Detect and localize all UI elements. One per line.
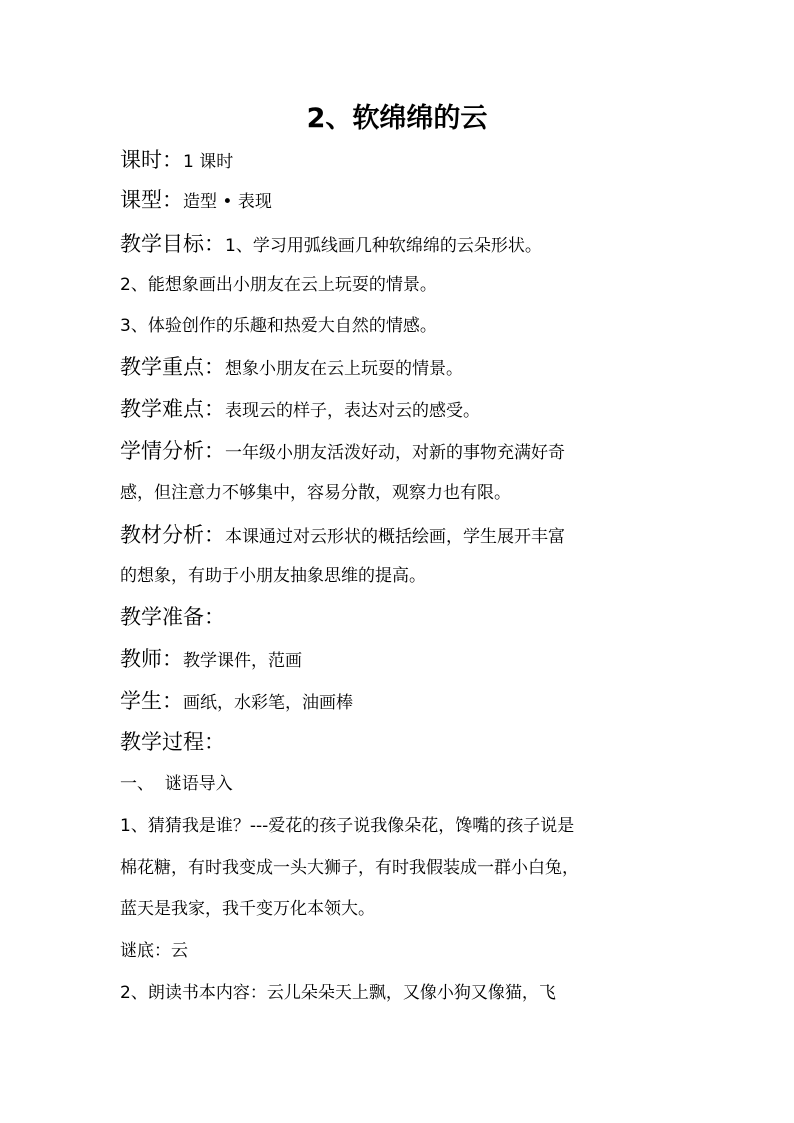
pupil-label: 学生： bbox=[120, 689, 183, 713]
type-value: 造型 • 表现 bbox=[183, 192, 272, 212]
pupil-line bbox=[120, 686, 680, 718]
student-analysis-value-1: 一年级小朋友活泼好动，对新的事物充满好奇 bbox=[225, 443, 565, 463]
riddle-line-3: 蓝天是我家，我千变万化本领大。 bbox=[120, 899, 375, 919]
difficulty-value: 表现云的样子，表达对云的感受。 bbox=[225, 401, 480, 421]
goal-1: 1、学习用弧线画几种软绵绵的云朵形状。 bbox=[225, 236, 542, 256]
student-analysis-value-2: 感，但注意力不够集中，容易分散，观察力也有限。 bbox=[120, 483, 511, 503]
difficulty-label: 教学难点： bbox=[120, 397, 225, 421]
period-label: 课时： bbox=[120, 148, 183, 172]
reading-line-1: 2、朗读书本内容：云儿朵朵天上飘，又像小狗又像猫，飞 bbox=[120, 983, 556, 1003]
difficulty-line bbox=[120, 394, 680, 426]
goal-3: 3、体验创作的乐趣和热爱大自然的情感。 bbox=[120, 316, 437, 336]
student-analysis-label: 学情分析： bbox=[120, 439, 225, 463]
material-analysis-label: 教材分析： bbox=[120, 523, 225, 547]
preparation-label: 教学准备： bbox=[120, 605, 225, 629]
section-heading-1: 一、 谜语导入 bbox=[120, 774, 233, 794]
material-analysis-value-1: 本课通过对云形状的概括绘画，学生展开丰富 bbox=[225, 527, 565, 547]
process-label: 教学过程： bbox=[120, 730, 225, 754]
answer-label: 谜底： bbox=[120, 941, 171, 961]
type-line bbox=[120, 185, 680, 217]
riddle-line-1: 1、猜猜我是谁？---爱花的孩子说我像朵花，馋嘴的孩子说是 bbox=[120, 816, 575, 836]
period-line bbox=[120, 145, 680, 177]
key-point-value: 想象小朋友在云上玩耍的情景。 bbox=[225, 359, 463, 379]
key-point-label: 教学重点： bbox=[120, 355, 225, 379]
goal-label: 教学目标： bbox=[120, 232, 225, 256]
material-analysis-value-2: 的想象，有助于小朋友抽象思维的提高。 bbox=[120, 566, 426, 586]
document-title: 2、软绵绵的云 bbox=[306, 103, 488, 134]
teacher-label: 教师： bbox=[120, 647, 183, 671]
period-value: 1 课时 bbox=[183, 152, 234, 172]
material-analysis-line bbox=[120, 520, 680, 552]
answer-line bbox=[120, 936, 680, 966]
answer-value: 云 bbox=[171, 941, 188, 961]
teacher-value: 教学课件，范画 bbox=[183, 651, 302, 671]
riddle-line-2: 棉花糖，有时我变成一头大狮子，有时我假装成一群小白兔， bbox=[120, 858, 579, 878]
student-analysis-line bbox=[120, 436, 680, 468]
goal-2: 2、能想象画出小朋友在云上玩耍的情景。 bbox=[120, 275, 437, 295]
key-point-line bbox=[120, 352, 680, 384]
type-label: 课型： bbox=[120, 188, 183, 212]
pupil-value: 画纸，水彩笔，油画棒 bbox=[183, 693, 353, 713]
goal-line bbox=[120, 229, 680, 261]
teacher-line bbox=[120, 644, 680, 676]
